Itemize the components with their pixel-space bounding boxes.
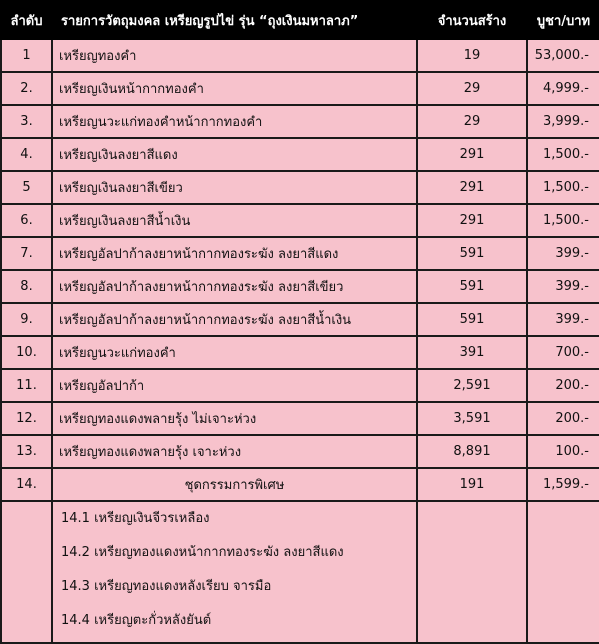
list-item: 14.3 เหรียญทองแดงหลังเรียบ จารมือ <box>61 579 272 594</box>
row-no: 4. <box>1 138 52 171</box>
table-row <box>1 204 599 237</box>
row-price: 1,500.- <box>527 204 599 237</box>
subitems-no-cell <box>1 501 52 643</box>
row-name: เหรียญนวะแก่ทองคำหน้ากากทองคำ <box>52 105 417 138</box>
table-row <box>1 303 599 336</box>
row-price: 200.- <box>527 402 599 435</box>
row-quantity: 29 <box>417 72 527 105</box>
row-price: 700.- <box>527 336 599 369</box>
header-item-name: รายการวัตถุมงคล เหรียญรูปไข่ รุ่น “ถุงเงินมหาลาภ” <box>52 1 417 39</box>
row-name: ชุดกรรมการพิเศษ <box>52 468 417 501</box>
row-no: 12. <box>1 402 52 435</box>
row-quantity: 391 <box>417 336 527 369</box>
table-row <box>1 237 599 270</box>
row-name: เหรียญเงินลงยาสีน้ำเงิน <box>52 204 417 237</box>
subitems-row <box>1 501 599 643</box>
row-name: เหรียญเงินลงยาสีแดง <box>52 138 417 171</box>
header-price: บูชา/บาท <box>527 1 599 39</box>
row-price: 53,000.- <box>527 39 599 72</box>
row-no: 6. <box>1 204 52 237</box>
table-row <box>1 402 599 435</box>
table-row <box>1 468 599 501</box>
row-name: เหรียญทองคำ <box>52 39 417 72</box>
row-no: 7. <box>1 237 52 270</box>
row-quantity: 591 <box>417 270 527 303</box>
row-quantity: 291 <box>417 138 527 171</box>
row-quantity: 2,591 <box>417 369 527 402</box>
row-price: 100.- <box>527 435 599 468</box>
row-name: เหรียญอัลปาก้าลงยาหน้ากากทองระฆัง ลงยาสีน้ำเงิน <box>52 303 417 336</box>
list-item: 14.2 เหรียญทองแดงหน้ากากทองระฆัง ลงยาสีแดง <box>61 545 344 560</box>
row-no: 1 <box>1 39 52 72</box>
row-price: 399.- <box>527 237 599 270</box>
list-item: 14.1 เหรียญเงินจีวรเหลือง <box>61 511 210 526</box>
table-row <box>1 336 599 369</box>
row-no: 11. <box>1 369 52 402</box>
row-price: 3,999.- <box>527 105 599 138</box>
row-quantity: 591 <box>417 237 527 270</box>
row-no: 13. <box>1 435 52 468</box>
row-name: เหรียญอัลปาก้า <box>52 369 417 402</box>
row-no: 10. <box>1 336 52 369</box>
subitems-list <box>53 502 416 642</box>
row-quantity: 19 <box>417 39 527 72</box>
row-quantity: 191 <box>417 468 527 501</box>
row-no: 8. <box>1 270 52 303</box>
row-name: เหรียญเงินหน้ากากทองคำ <box>52 72 417 105</box>
row-price: 200.- <box>527 369 599 402</box>
row-price: 1,500.- <box>527 171 599 204</box>
row-no: 14. <box>1 468 52 501</box>
row-name: เหรียญอัลปาก้าลงยาหน้ากากทองระฆัง ลงยาสีเขียว <box>52 270 417 303</box>
row-no: 5 <box>1 171 52 204</box>
row-price: 1,599.- <box>527 468 599 501</box>
table-row <box>1 72 599 105</box>
table-header <box>1 1 599 39</box>
table-body <box>1 39 599 643</box>
header-quantity: จำนวนสร้าง <box>417 1 527 39</box>
row-name: เหรียญทองแดงพลายรุ้ง เจาะห่วง <box>52 435 417 468</box>
row-quantity: 291 <box>417 171 527 204</box>
subitems-price-cell <box>527 501 599 643</box>
row-no: 3. <box>1 105 52 138</box>
row-quantity: 291 <box>417 204 527 237</box>
row-price: 399.- <box>527 303 599 336</box>
table-row <box>1 39 599 72</box>
row-name: เหรียญนวะแก่ทองคำ <box>52 336 417 369</box>
table-row <box>1 138 599 171</box>
row-price: 1,500.- <box>527 138 599 171</box>
list-item: 14.4 เหรียญตะกั่วหลังยันต์ <box>61 613 212 628</box>
subitems-qty-cell <box>417 501 527 643</box>
table-row <box>1 435 599 468</box>
row-no: 9. <box>1 303 52 336</box>
table-row <box>1 369 599 402</box>
row-no: 2. <box>1 72 52 105</box>
table-row <box>1 171 599 204</box>
row-quantity: 8,891 <box>417 435 527 468</box>
header-no: ลำดับ <box>1 1 52 39</box>
row-name: เหรียญอัลปาก้าลงยาหน้ากากทองระฆัง ลงยาสีแดง <box>52 237 417 270</box>
row-name: เหรียญทองแดงพลายรุ้ง ไม่เจาะห่วง <box>52 402 417 435</box>
subitems-cell <box>52 501 417 643</box>
table-row <box>1 105 599 138</box>
row-price: 399.- <box>527 270 599 303</box>
row-quantity: 591 <box>417 303 527 336</box>
row-name: เหรียญเงินลงยาสีเขียว <box>52 171 417 204</box>
table-row <box>1 270 599 303</box>
row-price: 4,999.- <box>527 72 599 105</box>
row-quantity: 29 <box>417 105 527 138</box>
row-quantity: 3,591 <box>417 402 527 435</box>
